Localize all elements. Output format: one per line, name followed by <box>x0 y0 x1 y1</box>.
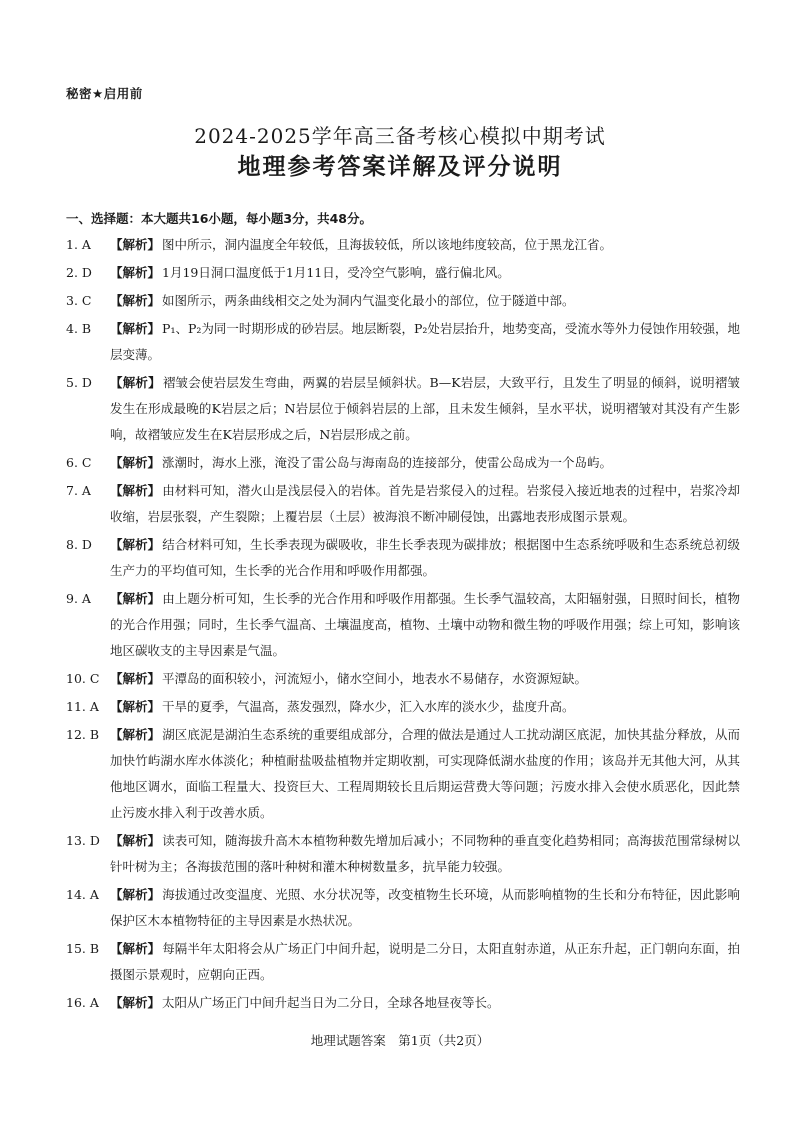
page-footer: 地理试题答案 第1页（共2页） <box>310 1033 490 1048</box>
answer-explanation <box>110 237 612 252</box>
explanation-text: 褶皱会使岩层发生弯曲，两翼的岩层呈倾斜状。B—K岩层，大致平行，且发生了明显的倾斜，说明褶皱发生在形成最晚的K岩层之后；N岩层位于倾斜岩层的上部，且未发生倾斜，呈水平状，说明褶皱对其没有产生影响，故褶皱应发生在K岩层形成之后，N岩层形成之前。 <box>110 375 740 442</box>
answer-item <box>66 288 740 314</box>
answer-explanation <box>110 455 612 470</box>
explanation-text: 涨潮时，海水上涨，淹没了雷公岛与海南岛的连接部分，使雷公岛成为一个岛屿。 <box>162 455 613 470</box>
answer-number: 16. A <box>66 995 99 1010</box>
analysis-tag: 【解析】 <box>110 455 161 470</box>
explanation-text: 干旱的夏季，气温高，蒸发强烈，降水少，汇入水库的淡水少，盐度升高。 <box>162 699 575 714</box>
analysis-tag: 【解析】 <box>110 671 161 686</box>
answer-explanation <box>110 375 740 442</box>
answer-item <box>66 722 740 826</box>
answer-explanation <box>110 833 740 874</box>
answer-item <box>66 370 740 448</box>
answer-number: 3. C <box>66 293 92 308</box>
answer-item <box>66 478 740 530</box>
explanation-text: 如图所示，两条曲线相交之处为洞内气温变化最小的部位，位于隧道中部。 <box>162 293 575 308</box>
answer-explanation <box>110 699 575 714</box>
answer-explanation <box>110 321 740 362</box>
answer-item <box>66 828 740 880</box>
confidential-label: 秘密★启用前 <box>66 86 143 101</box>
answer-explanation <box>110 591 740 658</box>
analysis-tag: 【解析】 <box>110 265 161 280</box>
answer-number: 15. B <box>66 941 100 956</box>
answer-number: 12. B <box>66 727 100 742</box>
answer-number: 11. A <box>66 699 99 714</box>
answer-number: 8. D <box>66 537 92 552</box>
answer-key-title: 地理参考答案详解及评分说明 <box>237 154 563 180</box>
explanation-text: 平潭岛的面积较小，河流短小，储水空间小，地表水不易储存，水资源短缺。 <box>162 671 588 686</box>
answer-explanation <box>110 941 740 982</box>
analysis-tag: 【解析】 <box>110 483 161 498</box>
answer-explanation <box>110 727 740 820</box>
answer-number: 2. D <box>66 265 92 280</box>
analysis-tag: 【解析】 <box>110 699 161 714</box>
answer-item <box>66 694 740 720</box>
answer-item <box>66 532 740 584</box>
analysis-tag: 【解析】 <box>110 293 161 308</box>
explanation-text: 湖区底泥是湖泊生态系统的重要组成部分，合理的做法是通过人工扰动湖区底泥，加快其盐分释放，从而加快竹屿湖水库水体淡化；种植耐盐吸盐植物并定期收割，可实现降低湖水盐度的作用；该岛并无其他大河，从其他地区调水，面临工程量大、投资巨大、工程周期较长且后期运营费大等问题；污废水排入会使水质恶化，因此禁止污废水排入利于改善水质。 <box>110 727 740 820</box>
section-heading: 一、选择题：本大题共16小题，每小题3分，共48分。 <box>66 211 372 226</box>
explanation-text: 每隔半年太阳将会从广场正门中间升起，说明是二分日，太阳直射赤道，从正东升起，正门朝向东面，拍摄图示景观时，应朝向正西。 <box>110 941 740 982</box>
answer-item <box>66 260 740 286</box>
analysis-tag: 【解析】 <box>110 995 161 1010</box>
answer-item <box>66 450 740 476</box>
explanation-text: 结合材料可知，生长季表现为碳吸收，非生长季表现为碳排放；根据图中生态系统呼吸和生态系统总初级生产力的平均值可知，生长季的光合作用和呼吸作用都强。 <box>110 537 740 578</box>
explanation-text: 海拔通过改变温度、光照、水分状况等，改变植物生长环境，从而影响植物的生长和分布特征，因此影响保护区木本植物特征的主导因素是水热状况。 <box>110 887 740 928</box>
answer-list <box>66 232 740 1018</box>
answer-explanation <box>110 887 740 928</box>
answer-number: 13. D <box>66 833 100 848</box>
answer-number: 6. C <box>66 455 92 470</box>
answer-item <box>66 936 740 988</box>
answer-number: 5. D <box>66 375 92 390</box>
answer-item <box>66 990 740 1016</box>
explanation-text: P₁、P₂为同一时期形成的砂岩层。地层断裂，P₂处岩层抬升，地势变高，受流水等外力侵蚀作用较强，地层变薄。 <box>110 321 740 362</box>
answer-explanation <box>110 483 740 524</box>
analysis-tag: 【解析】 <box>110 887 161 902</box>
answer-number: 10. C <box>66 671 100 686</box>
answer-item <box>66 882 740 934</box>
analysis-tag: 【解析】 <box>110 727 161 742</box>
answer-number: 7. A <box>66 483 91 498</box>
analysis-tag: 【解析】 <box>110 591 161 606</box>
analysis-tag: 【解析】 <box>110 321 161 336</box>
answer-item <box>66 316 740 368</box>
answer-explanation <box>110 293 575 308</box>
analysis-tag: 【解析】 <box>110 375 161 390</box>
answer-explanation <box>110 265 510 280</box>
analysis-tag: 【解析】 <box>110 237 161 252</box>
answer-number: 1. A <box>66 237 91 252</box>
explanation-text: 由材料可知，潜火山是浅层侵入的岩体。首先是岩浆侵入的过程。岩浆侵入接近地表的过程中，岩浆冷却收缩，岩层张裂，产生裂隙；上覆岩层（土层）被海浪不断冲刷侵蚀，出露地表形成图示景观。 <box>110 483 740 524</box>
explanation-text: 图中所示，洞内温度全年较低，且海拔较低，所以该地纬度较高，位于黑龙江省。 <box>162 237 613 252</box>
answer-number: 9. A <box>66 591 91 606</box>
explanation-text: 由上题分析可知，生长季的光合作用和呼吸作用都强。生长季气温较高，太阳辐射强，日照时间长，植物的光合作用强；同时，生长季气温高、土壤温度高，植物、土壤中动物和微生物的呼吸作用强；综上可知，影响该地区碳收支的主导因素是气温。 <box>110 591 740 658</box>
answer-explanation <box>110 671 587 686</box>
explanation-text: 1月19日洞口温度低于1月11日，受冷空气影响，盛行偏北风。 <box>162 265 510 280</box>
answer-explanation <box>110 995 500 1010</box>
analysis-tag: 【解析】 <box>110 833 161 848</box>
explanation-text: 读表可知，随海拔升高木本植物种数先增加后减小；不同物种的垂直变化趋势相同；高海拔范围常绿树以针叶树为主；各海拔范围的落叶种树和灌木种树数量多，抗旱能力较强。 <box>110 833 740 874</box>
exam-title: 2024-2025学年高三备考核心模拟中期考试 <box>194 124 606 148</box>
answer-item <box>66 232 740 258</box>
answer-explanation <box>110 537 740 578</box>
answer-item <box>66 666 740 692</box>
answer-item <box>66 586 740 664</box>
analysis-tag: 【解析】 <box>110 941 161 956</box>
explanation-text: 太阳从广场正门中间升起当日为二分日，全球各地昼夜等长。 <box>162 995 500 1010</box>
answer-number: 14. A <box>66 887 99 902</box>
answer-number: 4. B <box>66 321 92 336</box>
analysis-tag: 【解析】 <box>110 537 161 552</box>
